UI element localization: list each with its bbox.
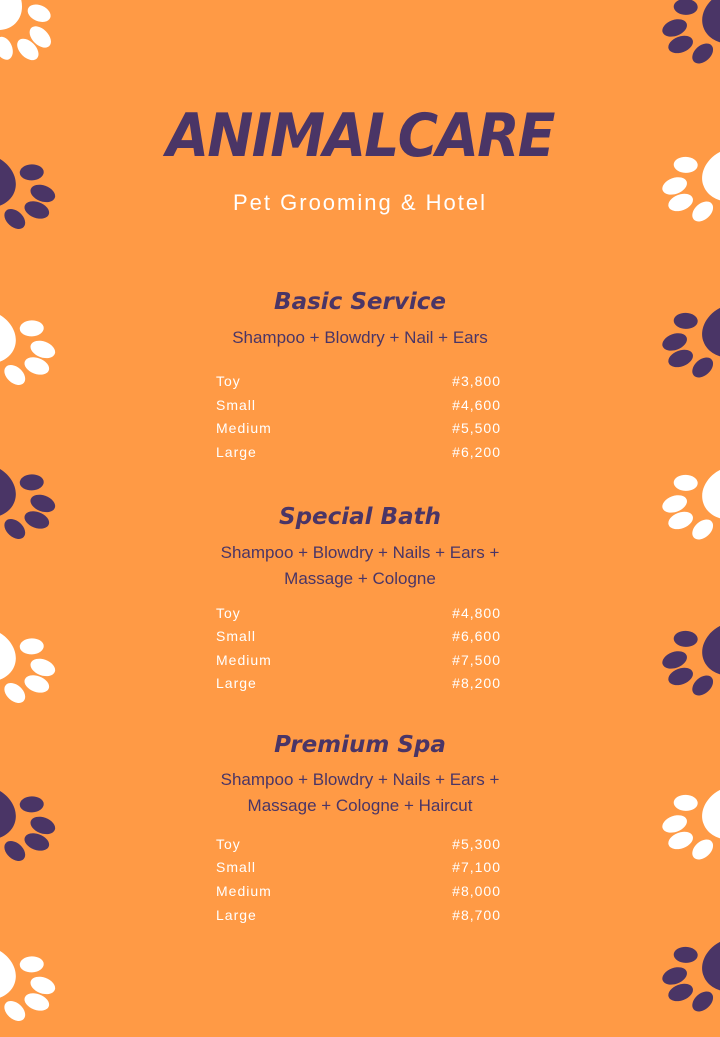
paw-print-icon	[0, 767, 71, 876]
price-row	[216, 601, 501, 625]
price-value: #7,100	[452, 859, 501, 875]
size-label: Medium	[216, 883, 272, 899]
paw-print-icon	[0, 927, 71, 1036]
price-value: #5,300	[452, 836, 501, 852]
price-row	[216, 903, 501, 927]
paw-print-icon	[647, 603, 720, 712]
price-value: #4,800	[452, 605, 501, 621]
size-label: Small	[216, 628, 257, 644]
price-row	[216, 393, 501, 417]
size-label: Toy	[216, 373, 241, 389]
price-row	[216, 624, 501, 648]
size-label: Medium	[216, 652, 272, 668]
price-row	[216, 369, 501, 393]
size-label: Large	[216, 444, 257, 460]
price-row	[216, 832, 501, 856]
size-label: Large	[216, 907, 257, 923]
price-value: #5,500	[452, 420, 501, 436]
size-label: Small	[216, 397, 257, 413]
section-title-premium-spa: Premium Spa	[274, 732, 446, 758]
price-value: #8,000	[452, 883, 501, 899]
price-value: #3,800	[452, 373, 501, 389]
price-value: #8,700	[452, 907, 501, 923]
section-description-basic-service: Shampoo + Blowdry + Nail + Ears	[232, 328, 488, 347]
paw-print-icon	[0, 609, 71, 718]
price-row	[216, 855, 501, 879]
paw-print-icon	[0, 445, 71, 554]
paw-print-icon	[0, 0, 76, 84]
section-description-premium-spa: Shampoo + Blowdry + Nails + Ears + Massage + Cologne + Haircut	[220, 770, 500, 815]
price-value: #7,500	[452, 652, 501, 668]
price-value: #6,600	[452, 628, 501, 644]
size-label: Large	[216, 675, 257, 691]
size-label: Medium	[216, 420, 272, 436]
price-value: #6,200	[452, 444, 501, 460]
price-value: #4,600	[452, 397, 501, 413]
section-title-basic-service: Basic Service	[274, 289, 446, 315]
price-row	[216, 440, 501, 464]
price-row	[216, 416, 501, 440]
paw-print-icon	[647, 919, 720, 1028]
size-label: Small	[216, 859, 257, 875]
brand-name: ANIMALCARE	[166, 101, 554, 171]
brand-tagline: Pet Grooming & Hotel	[233, 190, 487, 215]
price-row	[216, 671, 501, 695]
section-title-special-bath: Special Bath	[279, 504, 441, 530]
paw-print-icon	[647, 0, 720, 81]
price-value: #8,200	[452, 675, 501, 691]
price-row	[216, 879, 501, 903]
section-description-special-bath: Shampoo + Blowdry + Nails + Ears + Massage + Cologne	[220, 543, 500, 588]
paw-print-icon	[647, 767, 720, 876]
size-label: Toy	[216, 605, 241, 621]
price-row	[216, 648, 501, 672]
size-label: Toy	[216, 836, 241, 852]
